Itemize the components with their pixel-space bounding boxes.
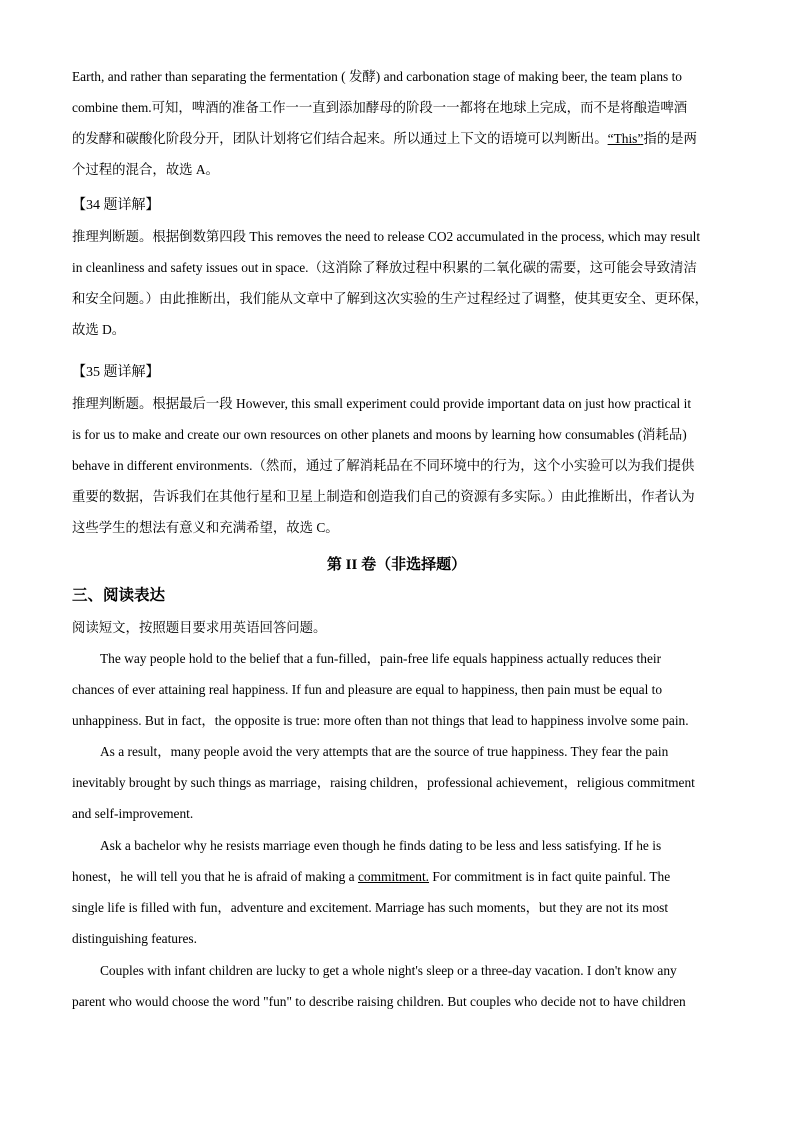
text-line: Earth, and rather than separating the fermentation ( 发酵) and carbonation stage of making beer, the team plans to: [72, 69, 682, 84]
text-segment: 的发酵和碳酸化阶段分开，团队计划将它们结合起来。所以通过上下文的语境可以判断出。: [72, 131, 608, 146]
text-line: chances of ever attaining real happiness. If fun and pleasure are equal to happiness, then pain must be equal to: [72, 682, 663, 697]
text-line: behave in different environments.（然而，通过了解消耗品在不同环境中的行为，这个小实验可以为我们提供: [72, 458, 695, 473]
text-segment: honest，he will tell you that he is afraid of making a: [72, 869, 358, 884]
text-line: and self-improvement.: [72, 806, 194, 821]
text-segment: 指的是两: [643, 131, 697, 146]
text-line: Couples with infant children are lucky to get a whole night's sleep or a three-day vacation. I don't know any: [100, 963, 677, 978]
text-line: in cleanliness and safety issues out in space.（这消除了释放过程中积累的二氧化碳的需要，这可能会导致清洁: [72, 260, 697, 275]
text-line: 阅读短文，按照题目要求用英语回答问题。: [72, 620, 327, 635]
section-title: 三、阅读表达: [72, 587, 166, 604]
passage-paragraph-2: [72, 736, 724, 829]
text-line: [72, 123, 724, 154]
text-line: Ask a bachelor why he resists marriage even though he finds dating to be less and less satisfying. If he is: [100, 838, 662, 853]
text-line: 推理判断题。根据最后一段 However, this small experiment could provide important data on just how practical it: [72, 396, 692, 411]
text-line: [72, 861, 724, 892]
q34-explanation: [72, 190, 724, 345]
q35-heading: 【35 题详解】: [72, 365, 160, 380]
volume-title: 第 II 卷（非选择题）: [326, 557, 467, 573]
text-line: 这些学生的想法有意义和充满希望，故选 C。: [72, 520, 339, 535]
q35-explanation: [72, 357, 724, 543]
text-line: 个过程的混合，故选 A。: [72, 162, 219, 177]
passage-paragraph-4: [72, 955, 724, 1017]
text-line: The way people hold to the belief that a fun-filled，pain-free life equals happiness actually reduces their: [100, 651, 662, 666]
instructions: [72, 612, 724, 643]
text-line: 故选 D。: [72, 322, 126, 337]
q34-heading: 【34 题详解】: [72, 198, 160, 213]
text-line: combine them.可知，啤酒的准备工作一一直到添加酵母的阶段一一都将在地球上完成，而不是将酿造啤酒: [72, 100, 688, 115]
quoted-this: “This”: [607, 131, 644, 146]
text-line: single life is filled with fun，adventure and excitement. Marriage has such moments，but they are not its most: [72, 900, 669, 915]
text-segment: For commitment is in fact quite painful. The: [429, 869, 671, 884]
text-line: inevitably brought by such things as marriage，raising children，professional achievement，religious commitment: [72, 775, 695, 790]
passage-paragraph-1: [72, 643, 724, 736]
text-line: is for us to make and create our own resources on other planets and moons by learning how consumables (消耗品): [72, 427, 687, 442]
q33-explanation: [72, 61, 724, 185]
text-line: As a result，many people avoid the very attempts that are the source of true happiness. They fear the pain: [100, 744, 669, 759]
text-line: distinguishing features.: [72, 931, 197, 946]
passage-paragraph-3: [72, 830, 724, 954]
text-line: 和安全问题。）由此推断出，我们能从文章中了解到这次实验的生产过程经过了调整，使其更安全、更环保，: [72, 291, 709, 306]
text-line: 推理判断题。根据倒数第四段 This removes the need to release CO2 accumulated in the process, which may result: [72, 229, 701, 244]
text-line: unhappiness. But in fact，the opposite is true: more often than not things that lead to happiness involve some pain.: [72, 713, 689, 728]
text-line: 重要的数据，告诉我们在其他行星和卫星上制造和创造我们自己的资源有多实际。）由此推断出，作者认为: [72, 489, 695, 504]
underlined-commitment: commitment.: [357, 869, 430, 884]
text-line: parent who would choose the word "fun" to describe raising children. But couples who decide not to have children: [72, 994, 686, 1009]
